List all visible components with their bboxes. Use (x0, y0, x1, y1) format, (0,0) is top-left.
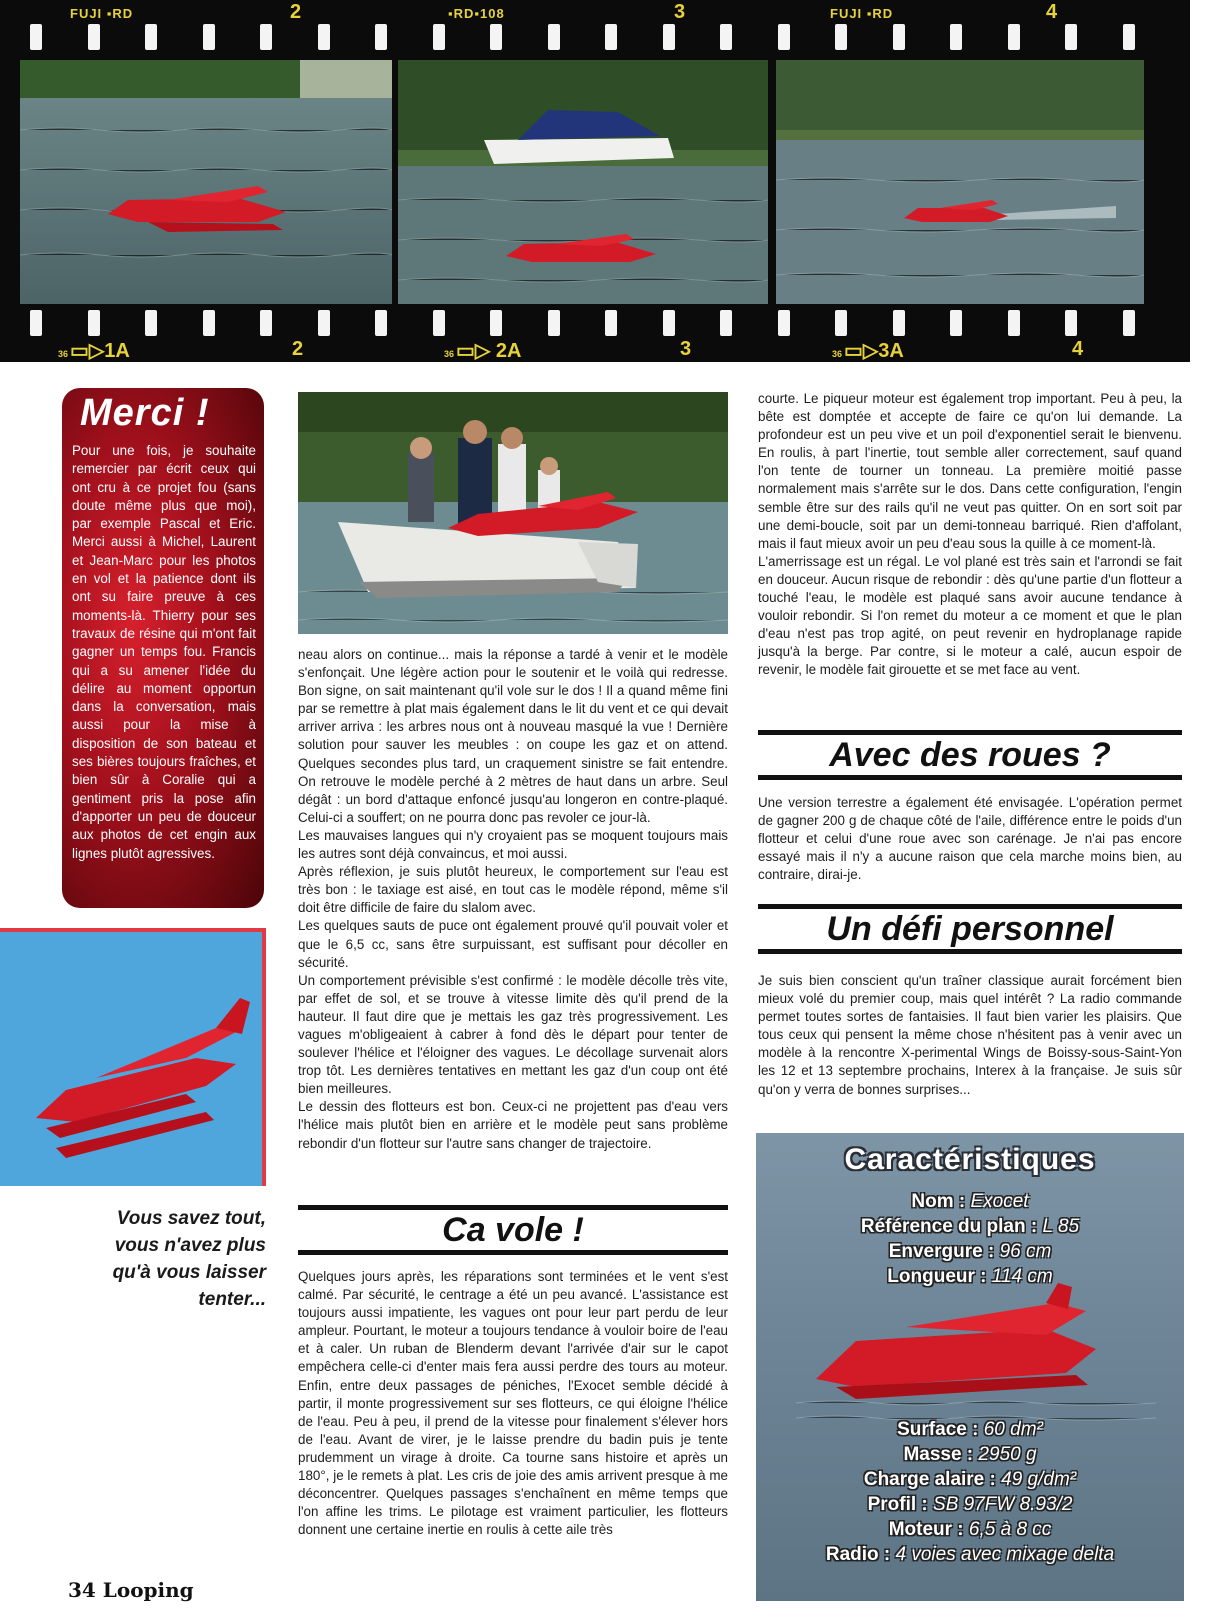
sprocket-hole (720, 310, 732, 336)
teaser-text: Vous savez tout, vous n'avez plus qu'à vous laisser tenter... (112, 1208, 266, 1310)
paragraph: Après réflexion, je suis plutôt heureux, le comportement sur l'eau est très bon : le taxiage est aisé, en tout cas le modèle répond, même s'il doit être difficile de faire du slalom avec. (298, 864, 728, 916)
sprocket-hole (433, 24, 445, 50)
film-frame-number: 3 (680, 338, 692, 360)
sprocket-hole (1008, 24, 1020, 50)
paragraph: Les quelques sauts de puce ont également prouvé qu'il pouvait voler et que le 6,5 cc, sans être surpuissant, est suffisant pour décoller en sécurité. (298, 918, 728, 970)
film-frame-photo-3 (776, 60, 1144, 304)
sprocket-hole (950, 24, 962, 50)
sprocket-hole (778, 24, 790, 50)
sprocket-hole (548, 24, 560, 50)
boat-photo (298, 392, 728, 634)
film-frame-number: 3 (674, 1, 686, 23)
section-heading-ca-vole: Ca vole ! (298, 1205, 728, 1255)
paragraph: Je suis bien conscient qu'un traîner classique aurait forcément bien mieux volé du premier coup, mais quel intérêt ? La radio commande permet toutes sortes de fantaisies. Il faut bien varier les plaisirs. Que tous ceux qui pensent la même chose n'hésitent pas à venir avec un modèle à la rencontre X-perimental Wings de Boissy-sous-Saint-Yon les 12 et 13 septembre prochains, Interex à la française. Je suis sûr qu'on y verra de bonnes surprises... (758, 973, 1182, 1097)
film-frame-photo-2 (398, 60, 768, 304)
film-code: 36 ▭▷ 2A (444, 340, 522, 362)
sprocket-hole (663, 24, 675, 50)
sprocket-hole (950, 310, 962, 336)
sprocket-hole (490, 24, 502, 50)
spec-line: Surface : 60 dm² (897, 1419, 1043, 1440)
paragraph: courte. Le piqueur moteur est également trop important. Peu à peu, la bête est domptée et accepte de faire ce qu'on lui demande. La profondeur est un peu vive et un poil d'exponentiel serait le bienvenu. En roulis, à part l'inertie, tout semble aller correctement, sauf quand l'on tente de tourner un tonneau. La première moitié passe normalement mais s'arrête sur le dos. Dans cette configuration, l'engin semble être sur des rails qu'il ne veut pas quitter. On en sort soit par une demi-boucle, soit par un demi-tonneau barriqué. Rien d'affolant, mais il faut mieux avoir un peu d'eau sous la quille à ce moment-là. (758, 391, 1182, 551)
sprocket-hole (1065, 310, 1077, 336)
sprocket-hole (30, 310, 42, 336)
film-frame-photo-1 (20, 60, 392, 304)
spec-line: Masse : 2950 g (903, 1444, 1037, 1465)
paragraph: Une version terrestre a également été envisagée. L'opération permet de gagner 200 g de chaque côté de l'aile, différence entre le poids d'un flotteur et celui d'une roue avec son carénage. Je n'ai pas encore essayé mais il n'y a aucune raison que cela marche moins bien, au contraire, dirai-je. (758, 795, 1182, 883)
seaplane-model (816, 1283, 1096, 1399)
sprocket-hole (30, 24, 42, 50)
paragraph: neau alors on continue... mais la réponse a tardé à venir et le modèle s'enfonçait. Une légère action pour le soutenir et le voilà qui redresse. Bon signe, on sait maintenant qu'il vole sur le dos ! Il a quand même fini par se remettre à plat mais également dans le lit du vent et ce qui devait arriver arriva : les arbres nous ont à nouveau masqué la vue ! Dernière solution pour sauver les meubles : on coupe les gaz et on attend. Quelques secondes plus tard, un craquement sinistre se fait entendre. On retrouve le modèle perché à 2 mètres de haut dans un arbre. Seul dégât : un bord d'attaque enfoncé jusqu'au longeron en contre-plaqué. Celui-ci a souffert; on ne pourra donc pas revoler ce jour-là. (298, 647, 728, 825)
sprocket-hole (318, 310, 330, 336)
paragraph: Le dessin des flotteurs est bon. Ceux-ci ne projettent pas d'eau vers l'hélice mais plutôt bien en arrière et le modèle peut sans problème rebondir d'un flotteur sur l'autre sans changer de trajectoire. (298, 1099, 728, 1151)
film-code: 36 ▭▷1A (58, 340, 130, 362)
seaplane-photo (796, 1283, 1156, 1423)
right-column (758, 390, 1182, 680)
middle-column-continued (298, 1268, 728, 1539)
spec-line: Charge alaire : 49 g/dm² (863, 1469, 1077, 1490)
sprocket-hole (1065, 24, 1077, 50)
spec-line: Moteur : 6,5 à 8 cc (888, 1519, 1052, 1540)
merci-sidebar (62, 388, 264, 908)
sprocket-hole (145, 24, 157, 50)
sprocket-hole (433, 310, 445, 336)
sprocket-hole (835, 24, 847, 50)
right-column-section-1 (758, 794, 1182, 884)
sprocket-hole (88, 24, 100, 50)
paragraph: Quelques jours après, les réparations sont terminées et le vent s'est calmé. Par sécurité, le centrage a été un peu avancé. L'assistance est toujours aussi impatiente, les vagues ont pour leur part perdu de leur ampleur. Pourtant, le moteur a toujours tendance à vouloir boire de l'eau et à caler. Un ruban de Blenderm devant l'arrivée d'air sur le capot empêchera celle-ci d'enter mais fera aussi perdre des tours au moteur. Enfin, entre deux passages de péniches, l'Exocet semble décidé à partir, il monte progressivement sur ses flotteurs, ce qui éloigne l'hélice de l'eau. Peu à peu, il prend de la vitesse pour finalement s'élever hors de l'eau. Avant de virer, je le laisse prendre du badin puis je tente prudemment un virage à droite. Ca tourne sans histoire et après un 180°, je le remets à plat. Les cris de joie des amis arrivent presque à me déconcentrer. Quelques passages s'enchaînent en même temps que l'on affine les trims. Le pilotage est vraiment particulier, les flotteurs donnent une certaine inertie en roulis à cette aile très (298, 1269, 728, 1538)
sprocket-hole (893, 24, 905, 50)
sky-plane-photo (0, 928, 266, 1186)
section-heading-un-defi-personnel: Un défi personnel (758, 904, 1182, 954)
sprocket-hole (203, 310, 215, 336)
spec-line: Nom : Exocet (911, 1191, 1029, 1212)
merci-title: Merci ! (80, 392, 210, 434)
section-heading-avec-des-roues: Avec des roues ? (758, 730, 1182, 780)
film-code: ▪RD▪108 (448, 6, 505, 21)
sprocket-hole (1008, 310, 1020, 336)
sprocket-hole (375, 24, 387, 50)
sprocket-hole (260, 24, 272, 50)
sprocket-hole (145, 310, 157, 336)
sprocket-hole (318, 24, 330, 50)
merci-text: Pour une fois, je souhaite remercier par écrit ceux qui ont cru à ce projet fou (sans doute même plus que moi), par exemple Pascal et Eric. Merci aussi à Michel, Laurent et Jean-Marc pour les photos en vol et la patience dont ils ont su faire preuve à ces moments-là. Thierry pour ses travaux de résine qui m'ont fait gagner un temps fou. Francis qui a su amener l'idée du délire au moment opportun dans la conversation, mais aussi pour la mise à disposition de son bateau et ses bières toujours fraîches, et bien sûr à Coralie qui a gentiment pris la pose afin d'apporter un peu de douceur aux photos de cet engin aux lignes plutôt agressives. (72, 443, 256, 861)
spec-line: Longueur : 114 cm (887, 1266, 1053, 1287)
film-frame-number: 4 (1046, 1, 1058, 23)
sprocket-hole (720, 24, 732, 50)
sprocket-hole (203, 24, 215, 50)
sprocket-hole (88, 310, 100, 336)
right-column-section-2 (758, 972, 1182, 1099)
film-edge-bottom (0, 306, 1190, 362)
film-frame-number: 2 (290, 1, 302, 23)
sprocket-row-bottom (0, 310, 1190, 336)
sprocket-hole (778, 310, 790, 336)
sprocket-hole (1123, 24, 1135, 50)
spec-line: Référence du plan : L 85 (860, 1216, 1080, 1237)
paragraph: Les mauvaises langues qui n'y croyaient pas se moquent toujours mais les autres sont déjà convaincus, et moi aussi. (298, 827, 728, 862)
middle-column (298, 646, 728, 1153)
spec-line: Envergure : 96 cm (888, 1241, 1052, 1262)
sprocket-hole (548, 310, 560, 336)
film-frame-number: 2 (292, 338, 304, 360)
film-code: FUJI ▪RD (70, 6, 134, 21)
film-code: 36 ▭▷3A (832, 340, 904, 362)
spec-line: Radio : 4 voies avec mixage delta (825, 1544, 1115, 1565)
sprocket-hole (490, 310, 502, 336)
film-edge-top (0, 0, 1190, 56)
specs-box (756, 1133, 1184, 1601)
film-code: FUJI ▪RD (830, 6, 894, 21)
sprocket-hole (605, 24, 617, 50)
sprocket-hole (893, 310, 905, 336)
paragraph: L'amerrissage est un régal. Le vol plané est très sain et l'arrondi se fait en douceur. Aucun risque de rebondir : dès qu'une partie d'un flotteur a touché l'eau, le modèle est plaqué sans avoir aucune tendance à vouloir rebondir. Si l'on remet du moteur a ce moment et que le plan d'eau n'est pas trop agité, on peut revenir en hydroplanage rapide jusqu'à la berge. Par contre, si le moteur a calé, aucun espoir de revenir, le modèle fait girouette et se met face au vent. (758, 553, 1182, 678)
sprocket-hole (605, 310, 617, 336)
sprocket-hole (260, 310, 272, 336)
sprocket-hole (1123, 310, 1135, 336)
page-footer: 34 Looping (68, 1578, 194, 1602)
specs-title: Caractéristiques (844, 1143, 1096, 1176)
sprocket-hole (835, 310, 847, 336)
spec-line: Profil : SB 97FW 8.93/2 (867, 1494, 1073, 1515)
film-strip (0, 0, 1190, 362)
sprocket-hole (375, 310, 387, 336)
paragraph: Un comportement prévisible s'est confirmé : le modèle décolle très vite, par effet de sol, et se trouve à vitesse limite dès qu'il prend de la hauteur. Il faut dire que je mettais les gaz très progressivement. Les vagues m'obligeaient à cabrer à fond dès le départ pour tenter de soulever l'hélice et l'éloigner des vagues. Le décollage survenait alors trop tôt. Les dernières tentatives en mettant les gaz d'un coup ont été bien meilleures. (298, 972, 728, 1097)
film-frame-number: 4 (1072, 338, 1084, 360)
sprocket-row-top (0, 24, 1190, 50)
sprocket-hole (663, 310, 675, 336)
